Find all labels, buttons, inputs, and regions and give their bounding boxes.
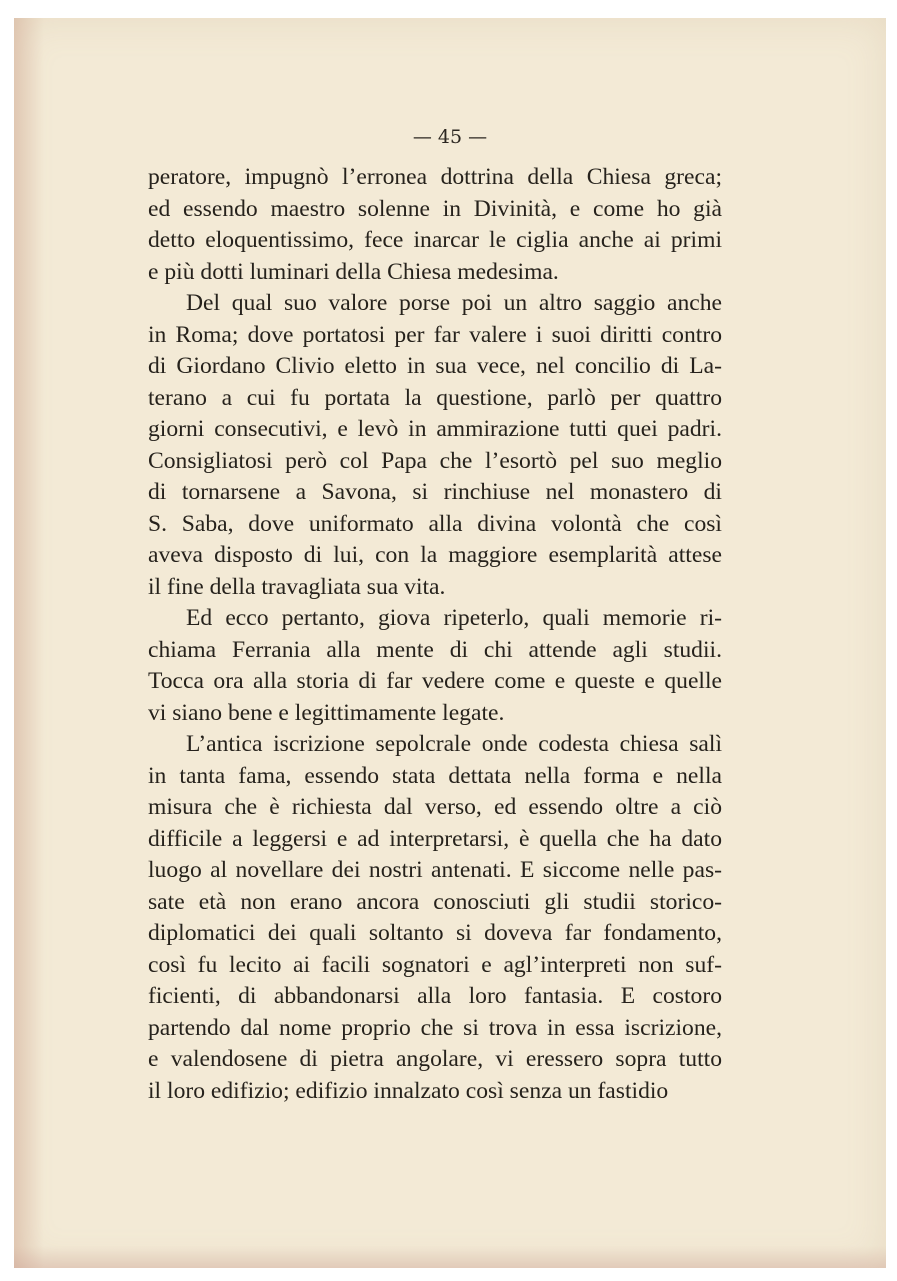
text-line: sate età non erano ancora conosciuti gli studii storico- xyxy=(148,888,722,915)
text-line: partendo dal nome proprio che si trova in essa iscrizione, xyxy=(148,1014,722,1041)
text-line: L’antica iscrizione sepolcrale onde codesta chiesa salì xyxy=(186,731,722,757)
text-line: Consigliatosi però col Papa che l’esortò pel suo meglio xyxy=(148,447,722,474)
text-line: Tocca ora alla storia di far vedere come e queste e quelle xyxy=(148,668,722,694)
text-line: chiama Ferrania alla mente di chi attende agli studii. xyxy=(148,636,722,663)
bottom-edge-stain xyxy=(14,1246,886,1268)
text-line: misura che è richiesta dal verso, ed essendo oltre a ciò xyxy=(148,794,722,820)
text-line: S. Saba, dove uniformato alla divina volontà che così xyxy=(148,510,722,537)
text-line: peratore, impugnò l’erronea dottrina della Chiesa greca; xyxy=(148,164,722,190)
body-text xyxy=(148,162,722,1107)
text-line: di tornarsene a Savona, si rinchiuse nel monastero di xyxy=(148,479,722,505)
text-line: giorni consecutivi, e levò in ammirazione tutti quei padri. xyxy=(148,416,722,442)
text-line: terano a cui fu portata la questione, parlò per quattro xyxy=(148,384,722,411)
text-line: Ed ecco pertanto, giova ripeterlo, quali memorie ri- xyxy=(186,605,722,631)
text-line: in Roma; dove portatosi per far valere i suoi diritti contro xyxy=(148,321,722,348)
text-line: aveva disposto di lui, con la maggiore esemplarità attese xyxy=(148,542,722,568)
text-line: ed essendo maestro solenne in Divinità, e come ho già xyxy=(148,195,722,222)
paragraph xyxy=(148,162,722,288)
text-line: difficile a leggersi e ad interpretarsi, è quella che ha dato xyxy=(148,825,722,852)
book-page xyxy=(14,18,886,1268)
text-line: il fine della travagliata sua vita. xyxy=(148,573,446,600)
page-number: — 45 — xyxy=(412,126,488,148)
text-line: in tanta fama, essendo stata dettata nella forma e nella xyxy=(148,762,722,789)
text-line: e valendosene di pietra angolare, vi eressero sopra tutto xyxy=(148,1046,722,1072)
text-line: diplomatici dei quali soltanto si doveva far fondamento, xyxy=(148,920,722,946)
paragraph xyxy=(148,603,722,729)
text-line: Del qual suo valore porse poi un altro saggio anche xyxy=(186,290,722,316)
text-line: detto eloquentissimo, fece inarcar le ciglia anche ai primi xyxy=(148,227,722,253)
text-line: così fu lecito ai facili sognatori e agl’interpreti non suf- xyxy=(148,951,722,978)
text-line: di Giordano Clivio eletto in sua vece, nel concilio di La- xyxy=(148,353,722,379)
spine-stain xyxy=(14,18,44,1268)
paragraph xyxy=(148,288,722,603)
text-line: e più dotti luminari della Chiesa medesima. xyxy=(148,258,559,285)
text-line: ficienti, di abbandonarsi alla loro fantasia. E costoro xyxy=(148,983,722,1009)
text-line: vi siano bene e legittimamente legate. xyxy=(148,699,505,726)
text-line: luogo al novellare dei nostri antenati. E siccome nelle pas- xyxy=(148,857,722,883)
paragraph xyxy=(148,729,722,1107)
text-line: il loro edifizio; edifizio innalzato così senza un fastidio xyxy=(148,1077,669,1104)
